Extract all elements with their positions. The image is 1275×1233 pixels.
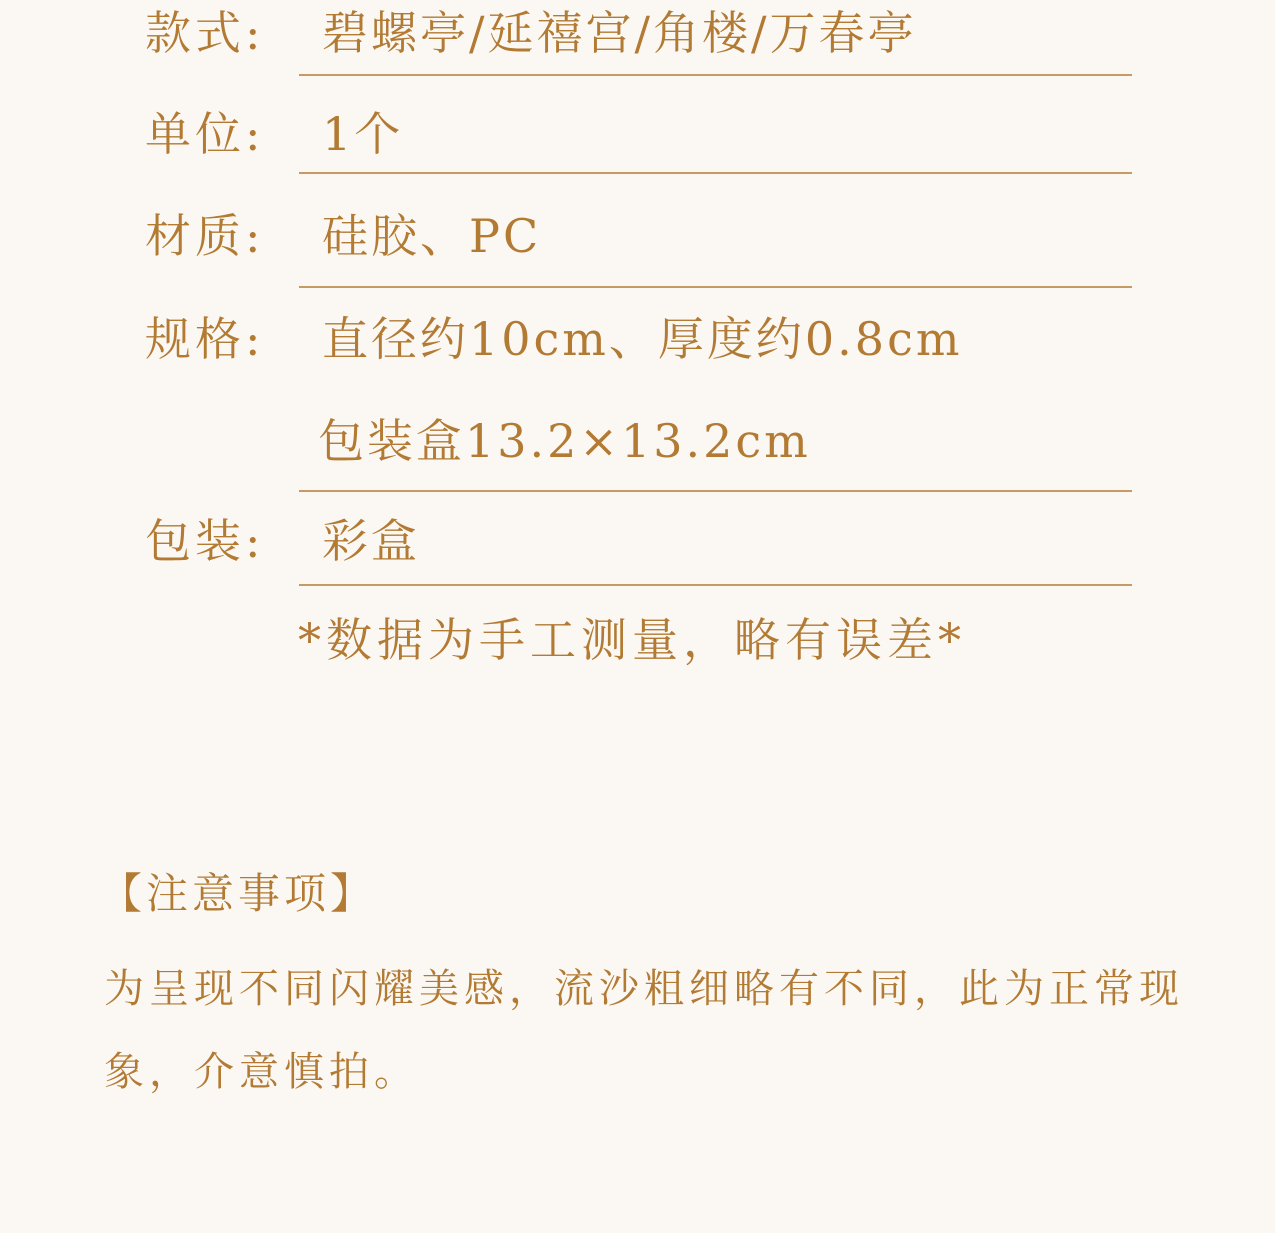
- spec-divider: [299, 286, 1132, 288]
- spec-value: 硅胶、PC: [322, 209, 542, 263]
- spec-value: 直径约10cm、厚度约0.8cm: [322, 312, 963, 366]
- spec-label: 材质:: [145, 209, 265, 263]
- spec-value: 彩盒: [322, 514, 420, 568]
- spec-value: 碧螺亭/延禧宫/角楼/万春亭: [322, 6, 917, 60]
- notice-title: 【注意事项】: [100, 869, 377, 918]
- spec-value-secondary: 包装盒13.2×13.2cm: [318, 414, 811, 468]
- spec-divider: [299, 584, 1132, 586]
- spec-divider: [299, 490, 1132, 492]
- spec-divider: [299, 172, 1132, 174]
- spec-label: 包装:: [145, 514, 265, 568]
- spec-label: 款式:: [145, 6, 265, 60]
- spec-label: 规格:: [145, 312, 265, 366]
- measurement-disclaimer: *数据为手工测量，略有误差*: [298, 613, 966, 667]
- spec-label: 单位:: [145, 107, 265, 161]
- spec-divider: [299, 74, 1132, 76]
- spec-value: 1个: [322, 107, 404, 161]
- notice-body: 为呈现不同闪耀美感，流沙粗细略有不同，此为正常现象，介意慎拍。: [104, 966, 1184, 1095]
